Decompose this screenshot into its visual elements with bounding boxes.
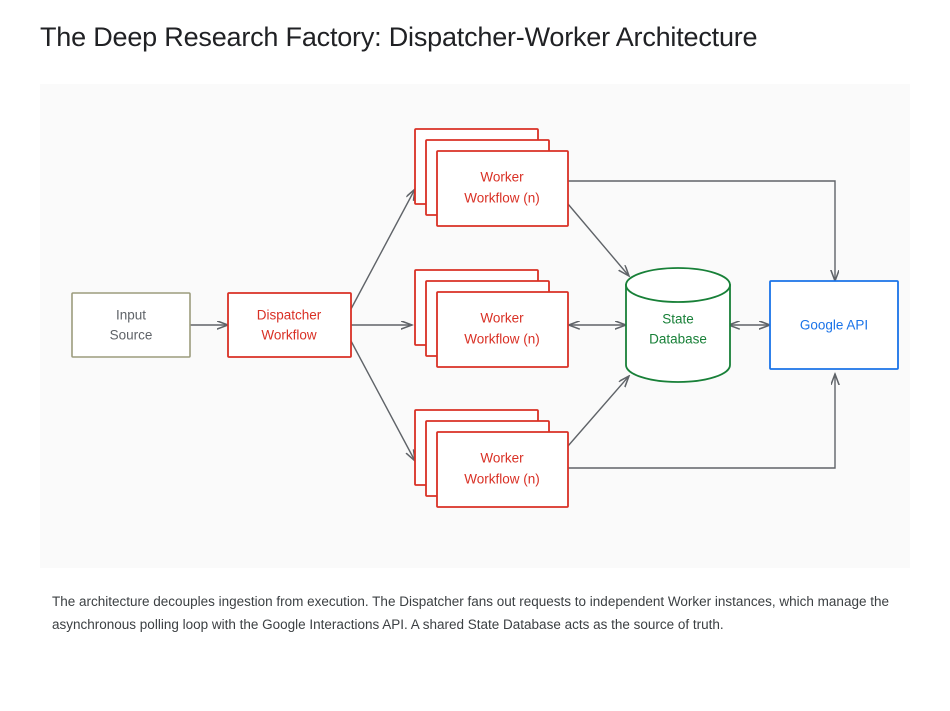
edge-worker-bottom-to-google-api <box>568 374 835 468</box>
architecture-diagram <box>40 84 910 568</box>
edge-dispatcher-to-worker-top <box>351 189 415 309</box>
node-dispatcher-label-line2: Workflow <box>261 327 317 343</box>
node-worker-middle[interactable] <box>415 270 568 367</box>
edge-dispatcher-to-worker-bottom <box>351 341 415 461</box>
node-worker-bottom-label-line2: Workflow (n) <box>464 471 540 487</box>
node-state-database[interactable] <box>626 268 730 382</box>
node-worker-top[interactable] <box>415 129 568 226</box>
node-google-api-label: Google API <box>799 317 869 333</box>
node-input-source[interactable] <box>72 293 190 357</box>
node-worker-bottom[interactable] <box>415 410 568 507</box>
node-worker-top-label-line1: Worker <box>480 169 524 185</box>
edge-worker-top-to-state-db <box>568 204 629 276</box>
edge-worker-bottom-to-state-db <box>568 376 629 446</box>
node-worker-middle-label-line1: Worker <box>480 310 524 326</box>
node-dispatcher-workflow[interactable] <box>228 293 351 357</box>
node-dispatcher-label-line1: Dispatcher <box>256 307 322 323</box>
node-input-source-label-line2: Source <box>109 327 153 343</box>
diagram-panel <box>40 84 910 568</box>
node-worker-top-label-line2: Workflow (n) <box>464 190 540 206</box>
node-input-source-label-line1: Input <box>115 307 147 323</box>
edge-worker-top-to-google-api <box>568 181 835 281</box>
node-google-api[interactable] <box>770 281 898 369</box>
slide-caption: The architecture decouples ingestion from execution. The Dispatcher fans out requests to independent Worker instances, which manage the asynchronous polling loop with the Google Interactions API. A shared State Database acts as the source of truth. <box>52 594 889 633</box>
node-state-database-label-line1: State <box>662 311 694 327</box>
node-worker-bottom-label-line1: Worker <box>480 450 524 466</box>
node-state-database-label-line2: Database <box>649 331 707 347</box>
node-worker-middle-label-line2: Workflow (n) <box>464 331 540 347</box>
page-title: The Deep Research Factory: Dispatcher-Worker Architecture <box>40 22 758 52</box>
